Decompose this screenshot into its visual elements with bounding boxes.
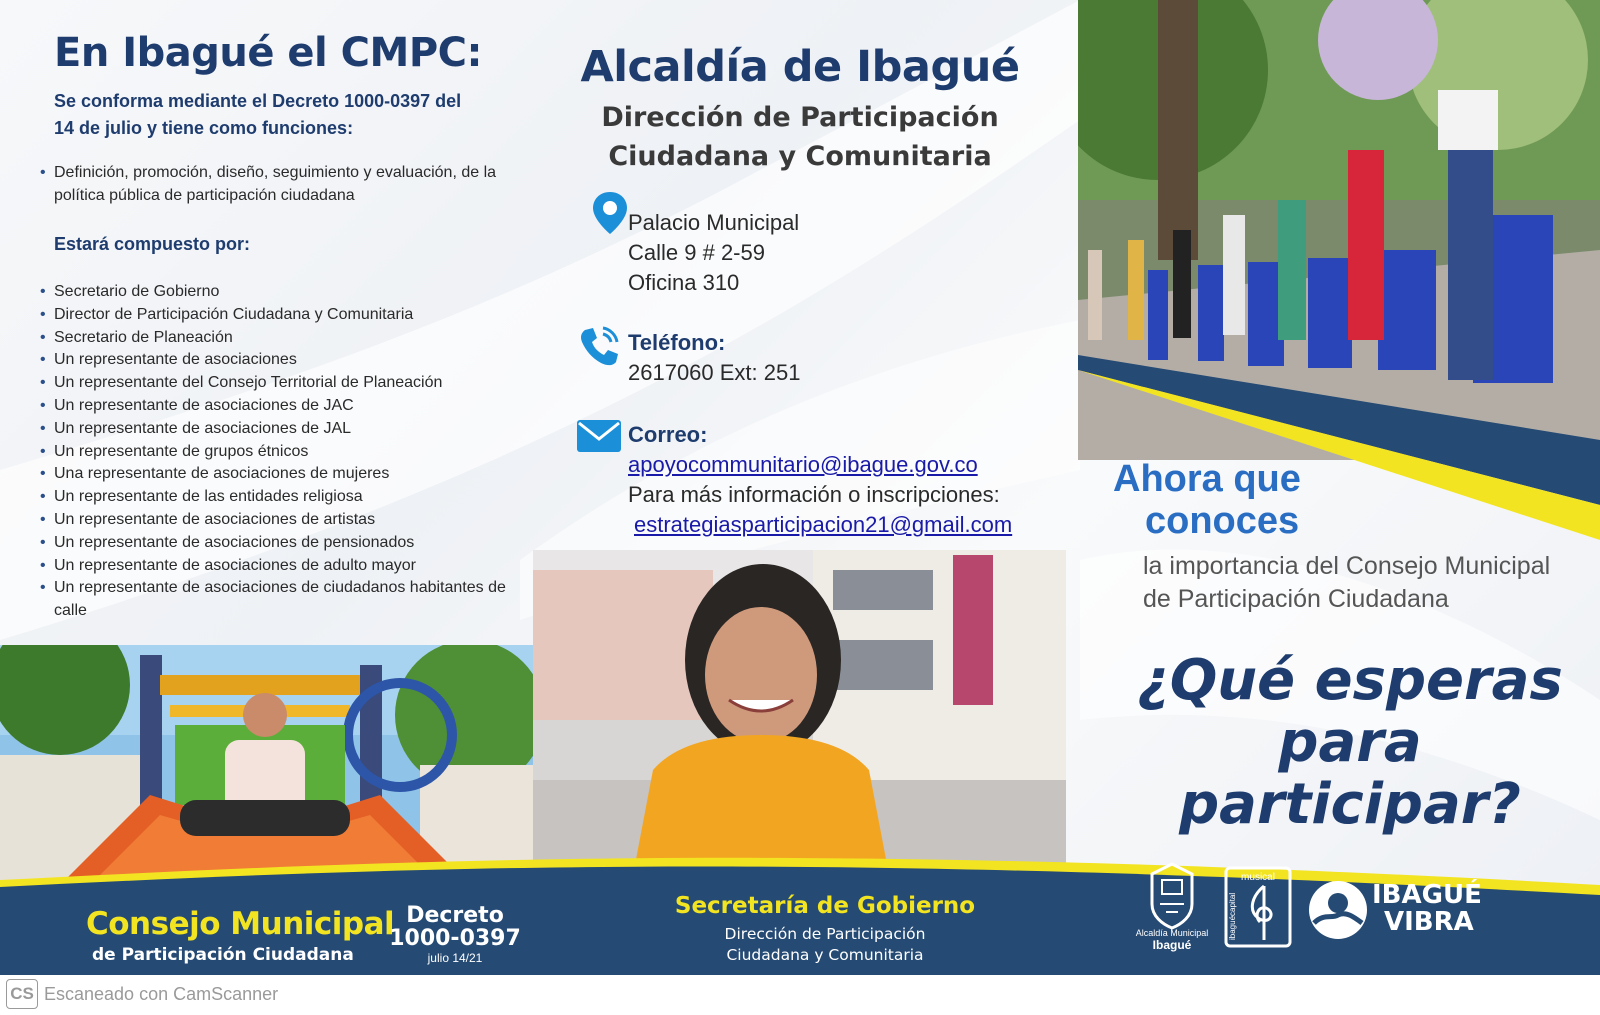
ibague-vibra-text: VIBRA <box>1384 907 1474 937</box>
phone-block <box>628 328 800 388</box>
address-line: Oficina 310 <box>628 270 740 295</box>
list-item: • Un representante del Consejo Territorial de Planeación <box>40 372 510 395</box>
mid-title: Alcaldía de Ibagué <box>580 42 1020 92</box>
ibague-vibra-text: IBAGUÉ <box>1372 880 1482 910</box>
camscanner-badge: CS <box>6 979 38 1009</box>
footer-council-title: Consejo Municipal <box>86 906 395 942</box>
list-item: • Un representante de asociaciones de JAL <box>40 418 510 441</box>
list-item: • Una representante de asociaciones de mujeres <box>40 463 510 486</box>
ibague-vibra-logo-icon <box>1306 873 1370 947</box>
question-line: para <box>1278 710 1422 775</box>
left-intro: Se conforma mediante el Decreto 1000-0397 del 14 de julio y tiene como funciones: <box>54 91 462 138</box>
phone-icon <box>575 322 623 370</box>
email-link[interactable]: apoyocommunitario@ibague.gov.co <box>628 452 978 477</box>
phone-label: Teléfono: <box>628 330 726 355</box>
address-line: Calle 9 # 2-59 <box>628 240 765 265</box>
address-line: Palacio Municipal <box>628 210 800 235</box>
question-line: participar? <box>1179 772 1521 837</box>
right-text: la importancia del Consejo Municipal de Participación Ciudadana <box>1143 552 1551 613</box>
email-block <box>628 420 1012 540</box>
list-item: • Un representante de asociaciones de JAC <box>40 395 510 418</box>
alcaldia-logo-text: Alcaldía Municipal <box>1135 928 1209 938</box>
musical-logo-side: ibaguécapital <box>1228 892 1237 940</box>
camscanner-text: Escaneado con CamScanner <box>44 984 279 1004</box>
list-item: • Un representante de las entidades religiosa <box>40 486 510 509</box>
functions-list <box>40 162 510 208</box>
footer-secretariat: Secretaría de Gobierno <box>674 893 976 919</box>
email-label: Correo: <box>628 422 708 447</box>
left-title: En Ibagué el CMPC: <box>54 30 482 76</box>
footer-council-subtitle: de Participación Ciudadana <box>92 945 354 965</box>
musical-logo-top: musical <box>1241 872 1275 883</box>
subtitle-line: Ciudadana y Comunitaria <box>608 141 992 172</box>
heading-line: conoces <box>1145 500 1300 542</box>
list-item: • Secretario de Gobierno <box>40 281 510 304</box>
members-list <box>40 281 510 623</box>
list-item: • Director de Participación Ciudadana y Comunitaria <box>40 304 510 327</box>
list-item: • Un representante de asociaciones de ciudadanos habitantes de calle <box>40 577 510 623</box>
mid-subtitle <box>560 98 1040 176</box>
woman-photo <box>533 550 1066 875</box>
right-heading <box>1113 458 1301 542</box>
musical-capital-logo-icon <box>1224 866 1292 948</box>
footer-decree-date: julio 14/21 <box>427 951 483 965</box>
mail-icon <box>575 412 623 460</box>
footer-decree-label: Decreto <box>406 903 504 928</box>
alcaldia-logo-text: Ibagué <box>1152 938 1192 952</box>
heading-line: Ahora que <box>1113 458 1301 500</box>
list-item: • Un representante de asociaciones de artistas <box>40 509 510 532</box>
question-text <box>1120 650 1580 836</box>
footer-directorate: Ciudadana y Comunitaria <box>726 946 924 964</box>
question-line: ¿Qué esperas <box>1137 648 1563 713</box>
more-info-text: Para más información o inscripciones: <box>628 482 1000 507</box>
list-item: • Secretario de Planeación <box>40 327 510 350</box>
list-item: • Un representante de asociaciones de pensionados <box>40 532 510 555</box>
location-pin-icon <box>586 190 634 238</box>
email2-link[interactable]: estrategiasparticipacion21@gmail.com <box>634 512 1013 537</box>
phone-number: 2617060 Ext: 251 <box>628 360 801 385</box>
address <box>628 208 799 298</box>
list-item: • Definición, promoción, diseño, seguimiento y evaluación, de la política pública de participación ciudadana <box>40 162 510 208</box>
composition-heading: Estará compuesto por: <box>54 234 251 254</box>
subtitle-line: Dirección de Participación <box>601 102 999 133</box>
list-item: • Un representante de asociaciones <box>40 349 510 372</box>
list-item: • Un representante de grupos étnicos <box>40 441 510 464</box>
footer-directorate: Dirección de Participación <box>724 925 926 943</box>
footer-decree-number: 1000-0397 <box>389 926 521 951</box>
list-item: • Un representante de asociaciones de adulto mayor <box>40 555 510 578</box>
